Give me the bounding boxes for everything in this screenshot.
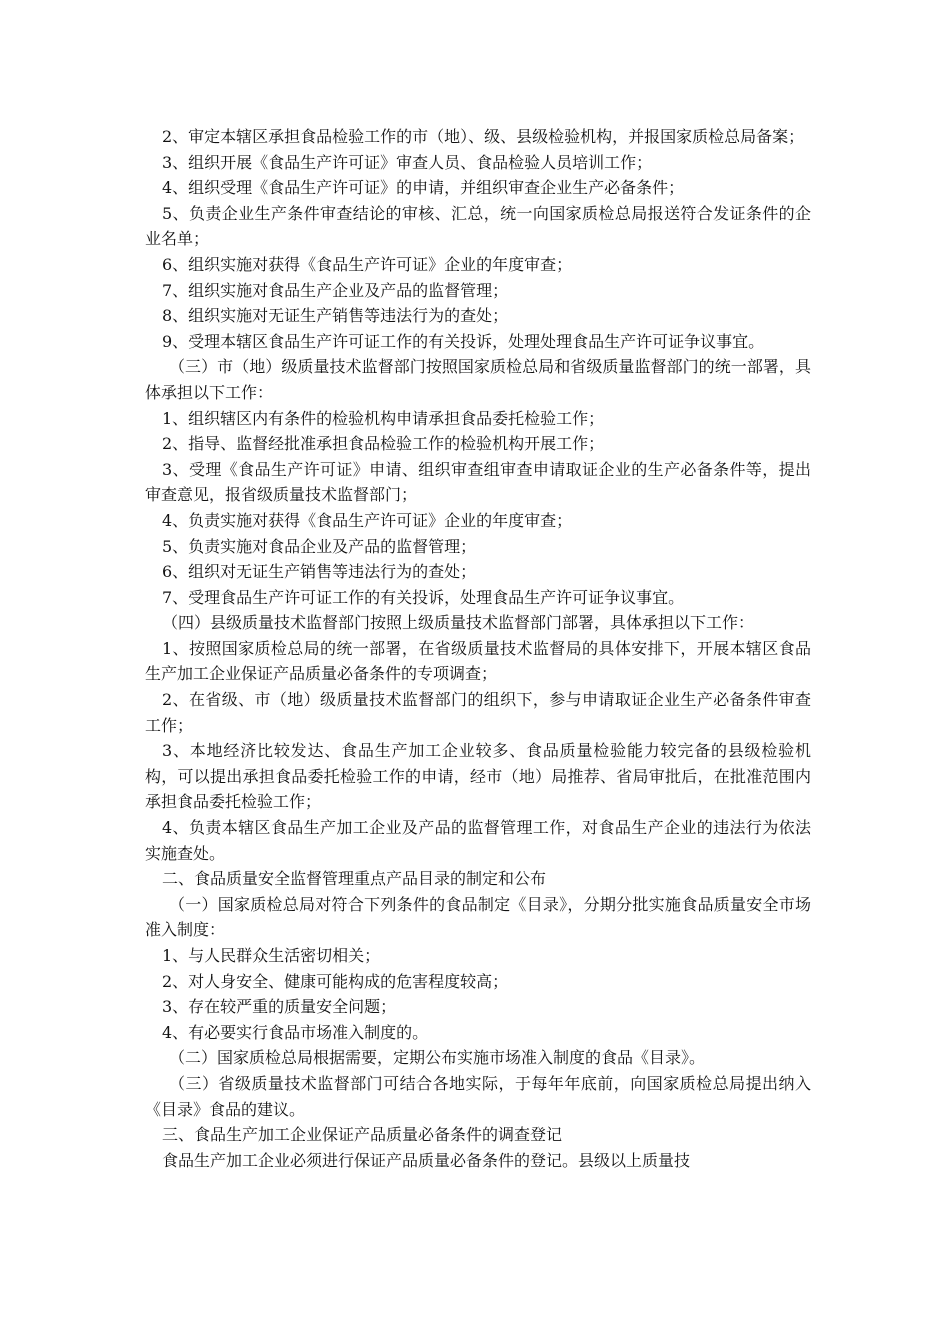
- paragraph: 4、负责本辖区食品生产加工企业及产品的监督管理工作，对食品生产企业的违法行为依法实施查处。: [145, 818, 811, 863]
- paragraph: 2、对人身安全、健康可能构成的危害程度较高；: [162, 971, 509, 991]
- paragraph: 2、在省级、市（地）级质量技术监督部门的组织下，参与申请取证企业生产必备条件审查工作；: [145, 690, 811, 735]
- paragraph: 1、与人民群众生活密切相关；: [162, 946, 381, 965]
- paragraph: 4、有必要实行食品市场准入制度的。: [162, 1022, 429, 1042]
- paragraph: 8、组织实施对无证生产销售等违法行为的查处；: [162, 306, 509, 326]
- paragraph: （一）国家质检总局对符合下列条件的食品制定《目录》，分期分批实施食品质量安全市场准入制度：: [145, 894, 811, 940]
- paragraph: 2、指导、监督经批准承担食品检验工作的检验机构开展工作；: [162, 434, 605, 454]
- paragraph: 5、负责企业生产条件审查结论的审核、汇总，统一向国家质检总局报送符合发证条件的企业名单；: [145, 203, 811, 249]
- paragraph: （四）县级质量技术监督部门按照上级质量技术监督部门部署，具体承担以下工作：: [162, 613, 755, 633]
- paragraph: 4、组织受理《食品生产许可证》的申请，并组织审查企业生产必备条件；: [162, 178, 685, 198]
- document-body: [145, 124, 811, 1173]
- paragraph: （三）省级质量技术监督部门可结合各地实际，于每年年底前，向国家质检总局提出纳入《目录》食品的建议。: [145, 1073, 811, 1119]
- paragraph: 3、组织开展《食品生产许可证》审查人员、食品检验人员培训工作；: [162, 152, 653, 172]
- paragraph: 6、组织实施对获得《食品生产许可证》企业的年度审查；: [162, 254, 573, 274]
- paragraph: 3、本地经济比较发达、食品生产加工企业较多、食品质量检验能力较完备的县级检验机构，可以提出承担食品委托检验工作的申请，经市（地）局推荐、省局审批后，在批准范围内承担食品委托检验工作；: [145, 741, 811, 812]
- paragraph: 5、负责实施对食品企业及产品的监督管理；: [162, 536, 477, 556]
- paragraph: 4、负责实施对获得《食品生产许可证》企业的年度审查；: [162, 510, 573, 530]
- paragraph: （三）市（地）级质量技术监督部门按照国家质检总局和省级质量监督部门的统一部署，具体承担以下工作：: [145, 357, 811, 402]
- paragraph: 2、审定本辖区承担食品检验工作的市（地）、级、县级检验机构，并报国家质检总局备案；: [162, 127, 805, 146]
- paragraph: 二、食品质量安全监督管理重点产品目录的制定和公布: [162, 869, 547, 889]
- paragraph: 9、受理本辖区食品生产许可证工作的有关投诉，处理处理食品生产许可证争议事宜。: [162, 331, 765, 351]
- paragraph: 3、存在较严重的质量安全问题；: [162, 997, 397, 1017]
- paragraph: 7、受理食品生产许可证工作的有关投诉，处理食品生产许可证争议事宜。: [162, 587, 685, 607]
- paragraph: 6、组织对无证生产销售等违法行为的查处；: [162, 562, 477, 582]
- paragraph: 7、组织实施对食品生产企业及产品的监督管理；: [162, 280, 509, 300]
- paragraph: 食品生产加工企业必须进行保证产品质量必备条件的登记。县级以上质量技: [162, 1150, 691, 1170]
- paragraph: 3、受理《食品生产许可证》申请、组织审查组审查申请取证企业的生产必备条件等，提出审查意见，报省级质量技术监督部门；: [145, 459, 811, 505]
- paragraph: （二）国家质检总局根据需要，定期公布实施市场准入制度的食品《目录》。: [169, 1048, 706, 1068]
- paragraph: 1、组织辖区内有条件的检验机构申请承担食品委托检验工作；: [162, 408, 605, 428]
- paragraph: 三、食品生产加工企业保证产品质量必备条件的调查登记: [162, 1125, 563, 1145]
- paragraph: 1、按照国家质检总局的统一部署，在省级质量技术监督局的具体安排下，开展本辖区食品生产加工企业保证产品质量必备条件的专项调查；: [145, 638, 811, 684]
